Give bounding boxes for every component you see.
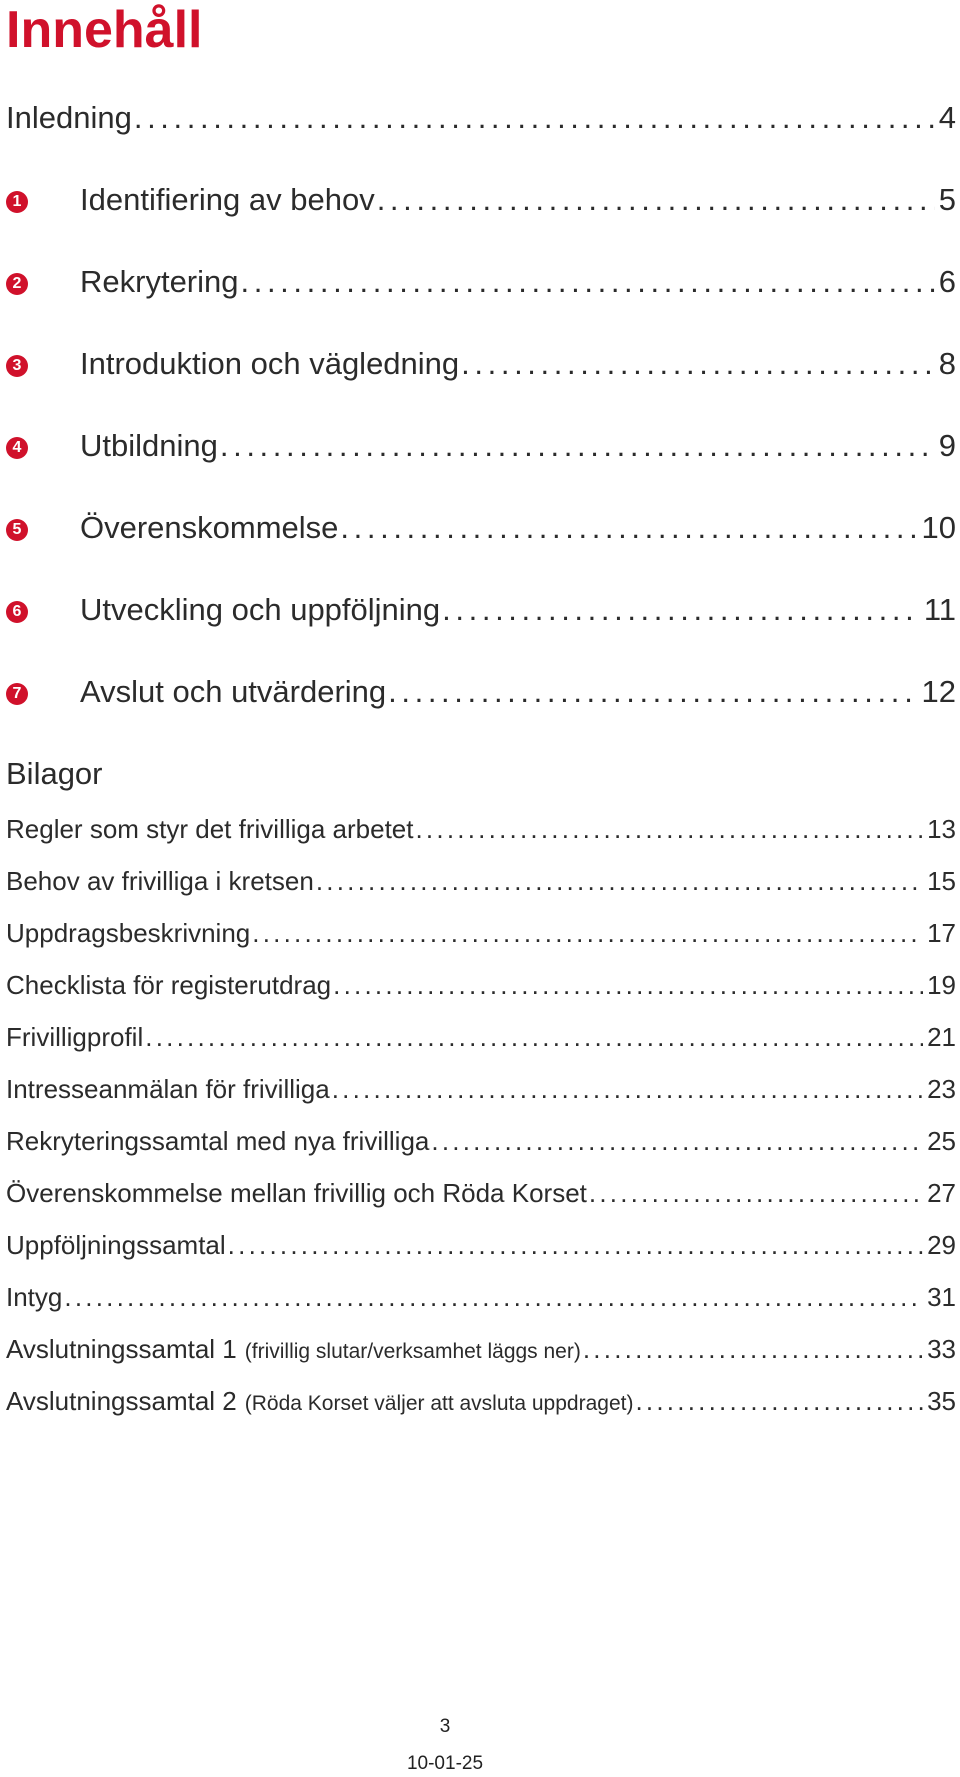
toc-entry-appendix[interactable] bbox=[6, 866, 956, 904]
toc-dot-leader bbox=[431, 1126, 923, 1157]
toc-entry-chapter-2[interactable] bbox=[6, 264, 956, 308]
toc-entry-appendix[interactable] bbox=[6, 1230, 956, 1268]
footer-date: 10-01-25 bbox=[406, 1753, 484, 1774]
toc-dot-leader bbox=[134, 100, 935, 136]
toc-entry-label: Uppföljningssamtal bbox=[6, 1230, 226, 1260]
footer-page-number: 3 bbox=[439, 1716, 451, 1737]
toc-entry-label: Uppdragsbeskrivning bbox=[6, 918, 251, 948]
page-title: Innehåll bbox=[6, 1, 203, 59]
toc-entry-appendix[interactable] bbox=[6, 814, 956, 852]
chapter-number-badge: 2 bbox=[6, 273, 28, 295]
toc-page-number: 19 bbox=[927, 970, 956, 1000]
toc-dot-leader bbox=[220, 428, 935, 464]
chapter-number-badge: 5 bbox=[6, 519, 28, 541]
toc-page-number: 9 bbox=[938, 428, 956, 463]
toc-entry-label: Identifiering av behov bbox=[80, 182, 375, 217]
toc-dot-leader bbox=[228, 1230, 923, 1261]
toc-entry-intro[interactable] bbox=[6, 100, 956, 144]
toc-dot-leader bbox=[377, 182, 935, 218]
toc-dot-leader bbox=[332, 1074, 923, 1105]
toc-entry-label: Överenskommelse bbox=[80, 510, 339, 545]
toc-entry-appendix[interactable] bbox=[6, 1282, 956, 1320]
toc-page-number: 4 bbox=[938, 100, 956, 135]
toc-page-number: 13 bbox=[927, 814, 956, 844]
toc-dot-leader bbox=[442, 592, 920, 628]
toc-entry-label: Intyg bbox=[6, 1282, 63, 1312]
toc-page-number: 35 bbox=[927, 1386, 956, 1416]
toc-entry-label: Avslutningssamtal 2 bbox=[6, 1386, 237, 1416]
chapter-number-badge: 4 bbox=[6, 437, 28, 459]
toc-dot-leader bbox=[340, 510, 917, 546]
toc-entry-appendix[interactable] bbox=[6, 918, 956, 956]
chapter-number-badge: 1 bbox=[6, 191, 28, 213]
toc-dot-leader bbox=[316, 866, 923, 897]
toc-entry-chapter-7[interactable] bbox=[6, 674, 956, 718]
chapter-number-badge: 3 bbox=[6, 355, 28, 377]
toc-dot-leader bbox=[241, 264, 935, 300]
chapter-number-badge: 7 bbox=[6, 683, 28, 705]
toc-page-number: 25 bbox=[927, 1126, 956, 1156]
toc-entry-note: (Röda Korset väljer att avsluta uppdraget) bbox=[244, 1392, 634, 1415]
toc-page-number: 29 bbox=[927, 1230, 956, 1260]
toc-page-number: 15 bbox=[927, 866, 956, 896]
toc-page-number: 10 bbox=[921, 510, 956, 545]
toc-page-number: 21 bbox=[927, 1022, 956, 1052]
toc-entry-appendix[interactable] bbox=[6, 1022, 956, 1060]
toc-page-number: 31 bbox=[927, 1282, 956, 1312]
toc-entry-note: (frivillig slutar/verksamhet läggs ner) bbox=[244, 1340, 581, 1363]
toc-entry-chapter-1[interactable] bbox=[6, 182, 956, 226]
toc-entry-label: Avslutningssamtal 1 bbox=[6, 1334, 237, 1364]
toc-entry-label: Avslut och utvärdering bbox=[80, 674, 387, 709]
toc-entry-label: Behov av frivilliga i kretsen bbox=[6, 866, 314, 896]
toc-dot-leader bbox=[64, 1282, 923, 1313]
toc-page-number: 23 bbox=[927, 1074, 956, 1104]
toc-dot-leader bbox=[461, 346, 935, 382]
toc-entry-label: Utbildning bbox=[80, 428, 218, 463]
toc-entry-chapter-3[interactable] bbox=[6, 346, 956, 390]
toc-page-number: 8 bbox=[938, 346, 956, 381]
toc-entry-chapter-5[interactable] bbox=[6, 510, 956, 554]
toc-entry-appendix[interactable] bbox=[6, 1334, 956, 1372]
toc-entry-label: Utveckling och uppföljning bbox=[80, 592, 441, 627]
toc-entry-label: Frivilligprofil bbox=[6, 1022, 144, 1052]
toc-dot-leader bbox=[589, 1178, 923, 1209]
toc-dot-leader bbox=[145, 1022, 923, 1053]
toc-entry-appendix[interactable] bbox=[6, 1386, 956, 1424]
toc-page-number: 11 bbox=[923, 592, 956, 627]
toc-page-number: 27 bbox=[927, 1178, 956, 1208]
toc-entry-appendix[interactable] bbox=[6, 970, 956, 1008]
toc-entry-appendix[interactable] bbox=[6, 1178, 956, 1216]
toc-entry-appendix[interactable] bbox=[6, 1126, 956, 1164]
toc-page-number: 6 bbox=[938, 264, 956, 299]
toc-dot-leader bbox=[333, 970, 923, 1001]
toc-entry-label: Intresseanmälan för frivilliga bbox=[6, 1074, 330, 1104]
toc-dot-leader bbox=[415, 814, 923, 845]
toc-entry-chapter-4[interactable] bbox=[6, 428, 956, 472]
toc-dot-leader bbox=[388, 674, 900, 710]
toc-entry-label: Introduktion och vägledning bbox=[80, 346, 460, 381]
toc-entry-label: Regler som styr det frivilliga arbetet bbox=[6, 814, 414, 844]
toc-entry-appendix[interactable] bbox=[6, 1074, 956, 1112]
toc-dot-leader bbox=[583, 1334, 923, 1365]
toc-entry-label: Inledning bbox=[6, 100, 132, 135]
toc-page-number: 33 bbox=[927, 1334, 956, 1364]
toc-page-number: 17 bbox=[927, 918, 956, 948]
appendix-heading: Bilagor bbox=[6, 756, 103, 791]
toc-page-number: 5 bbox=[938, 182, 956, 217]
toc-entry-label: Rekrytering bbox=[80, 264, 239, 299]
toc-entry-label: Överenskommelse mellan frivillig och Röda Korset bbox=[6, 1178, 587, 1208]
toc-entry-label: Checklista för registerutdrag bbox=[6, 970, 332, 1000]
toc-entry-label: Rekryteringssamtal med nya frivilliga bbox=[6, 1126, 430, 1156]
toc-page-number: . 12 bbox=[904, 674, 956, 709]
toc-entry-chapter-6[interactable] bbox=[6, 592, 956, 636]
chapter-number-badge: 6 bbox=[6, 601, 28, 623]
toc-dot-leader bbox=[252, 918, 923, 949]
toc-dot-leader bbox=[635, 1386, 923, 1417]
